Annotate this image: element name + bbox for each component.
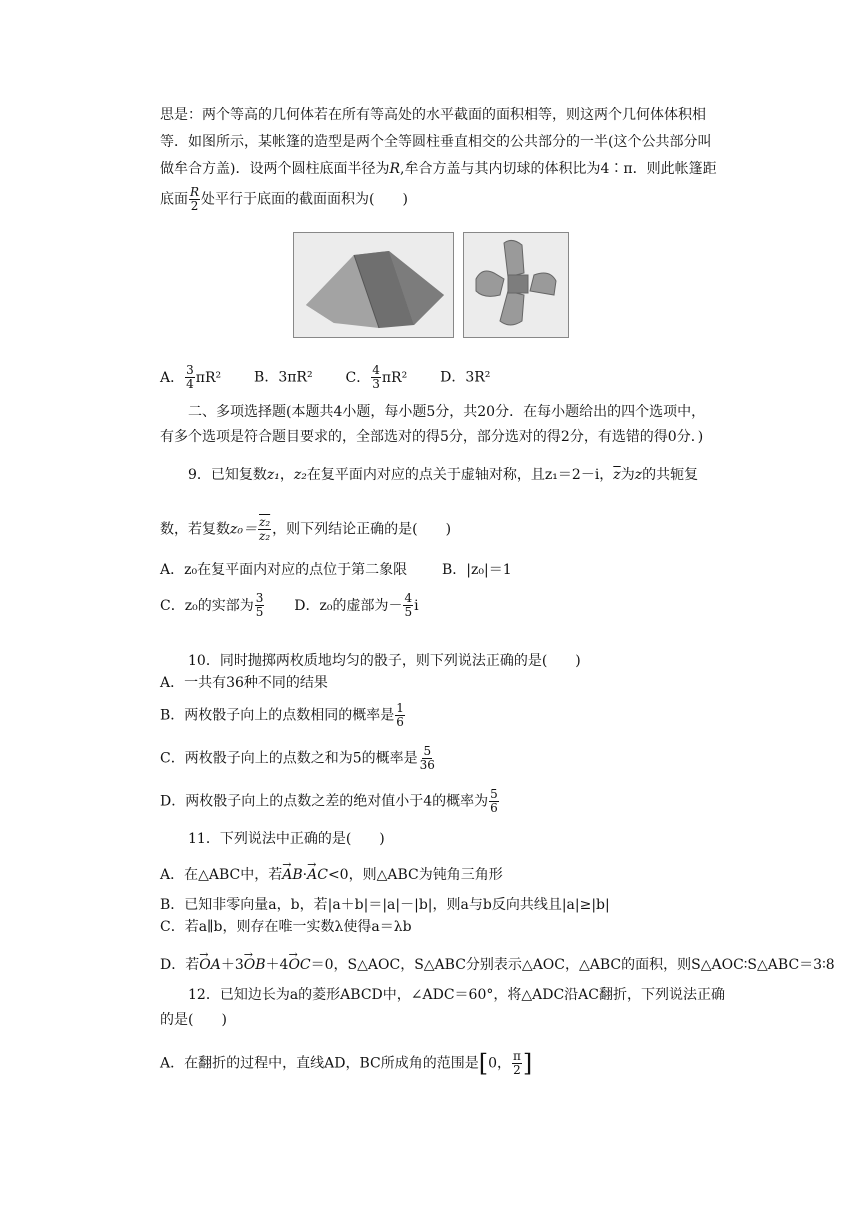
q8-option-a: A． $\frac{3}{4}$ πR²: [160, 363, 222, 391]
section2-line-1: 二、多项选择题(本题共4小题，每小题5分，共20分．在每小题给出的四个选项中，: [188, 404, 706, 420]
intro-line-2: 等．如图所示，某帐篷的造型是两个全等圆柱垂直相交的公共部分的一半(这个公共部分叫: [160, 134, 712, 150]
q9-stem-2: 数，若复数z₀＝ $\frac{\text{z₂}}{\text{z₂}}$ ，则下列结论正确的是( ): [160, 515, 452, 543]
intro-line-4-a: 底面: [160, 191, 188, 208]
q9-option-a: A．z₀在复平面内对应的点位于第二象限: [160, 562, 408, 578]
intro-line-1: 思是：两个等高的几何体若在所有等高处的水平截面的面积相等，则这两个几何体体积相: [160, 107, 706, 123]
q9-options-ab: [160, 561, 512, 579]
vector-ab: → AB: [282, 866, 302, 884]
right-bracket: ]: [522, 1049, 533, 1078]
height-fraction-den: 2: [190, 199, 199, 213]
q12-option-a: A．在翻折的过程中，直线AD，BC所成角的范围是[0， $\frac{\pi}{2}$ ]: [160, 1049, 533, 1078]
q9-options-cd: [160, 592, 419, 619]
q11-option-c: C．若a∥b，则存在唯一实数λ使得a＝λb: [160, 919, 412, 935]
q10-stem: 10．同时抛掷两枚质地均匀的骰子，则下列说法正确的是( ): [188, 653, 581, 669]
intro-line-3-a: 做牟合方盖)．设两个圆柱底面半径为: [160, 161, 390, 177]
q9-option-b: B．|z₀|＝1: [442, 562, 512, 578]
cylinders-illustration: [464, 233, 568, 337]
vector-oc: → OC: [288, 956, 310, 974]
q10-option-c: C．两枚骰子向上的点数之和为5的概率是 $\frac{5}{36}$: [160, 744, 435, 772]
height-fraction-num: R: [190, 185, 200, 199]
intro-line-4: [160, 186, 408, 213]
vector-ac: → AC: [307, 866, 328, 884]
tent-illustration: [294, 233, 453, 337]
q8-option-c: C． $\frac{4}{3}$ πR²: [345, 363, 408, 391]
height-fraction: [189, 186, 200, 213]
intersecting-cylinders-photo: [463, 232, 569, 338]
radius-symbol: R: [389, 161, 401, 177]
q12-stem-1: 12．已知边长为a的菱形ABCD中，∠ADC＝60°，将△ADC沿AC翻折，下列说法正确: [188, 987, 725, 1003]
q8-option-d: D．3R²: [440, 369, 491, 386]
q10-option-b: B．两枚骰子向上的点数相同的概率是 $\frac{1}{6}$: [160, 701, 404, 729]
intro-line-3-b: ,牟合方盖与其内切球的体积比为4∶π．则此帐篷距: [400, 161, 717, 177]
q11-stem: 11．下列说法中正确的是( ): [188, 831, 385, 847]
q11-option-d: D．若→ OA＋3→ OB＋4→ OC＝0，S△AOC，S△ABC分别表示△AOC，△ABC的面积，则S△AOC∶S△ABC＝3∶8: [160, 956, 835, 974]
vector-ob: → OB: [244, 956, 266, 974]
section2-line-2: 有多个选项是符合题目要求的，全部选对的得5分，部分选对的得2分，有选错的得0分．): [160, 429, 704, 445]
q9-stem-1: 9．已知复数z₁，z₂在复平面内对应的点关于虚轴对称，且z₁＝2－i，$\overline{z}$为z的共轭复: [188, 467, 699, 483]
q9-option-d: D．z₀的虚部为－ $\frac{4}{5}$ i: [294, 591, 419, 619]
vector-oa: → OA: [199, 956, 221, 974]
q8-option-b: B．3πR²: [254, 369, 313, 386]
q12-stem-2: 的是( ): [160, 1012, 227, 1028]
q8-options: [160, 364, 490, 391]
left-bracket: [: [478, 1049, 489, 1078]
q9-fraction: $\frac{\text{z₂}}{\text{z₂}}$: [259, 515, 271, 543]
q11-option-a: A．在△ABC中，若→ AB·→ AC<0，则△ABC为钝角三角形: [160, 866, 503, 884]
q9-option-c: C．z₀的实部为 $\frac{3}{5}$: [160, 591, 264, 619]
q11-option-b: B．已知非零向量a，b，若|a＋b|＝|a|－|b|，则a与b反向共线且|a|≥|b|: [160, 897, 610, 913]
intro-line-4-b: 处平行于底面的截面面积为( ): [201, 191, 408, 208]
q10-option-a: A．一共有36种不同的结果: [160, 675, 328, 691]
conjugate-z: $\overline{z}$: [613, 467, 621, 483]
intro-line-3: [160, 160, 717, 178]
tent-photo: [293, 232, 454, 338]
q10-option-d: D．两枚骰子向上的点数之差的绝对值小于4的概率为 $\frac{5}{6}$: [160, 787, 498, 815]
